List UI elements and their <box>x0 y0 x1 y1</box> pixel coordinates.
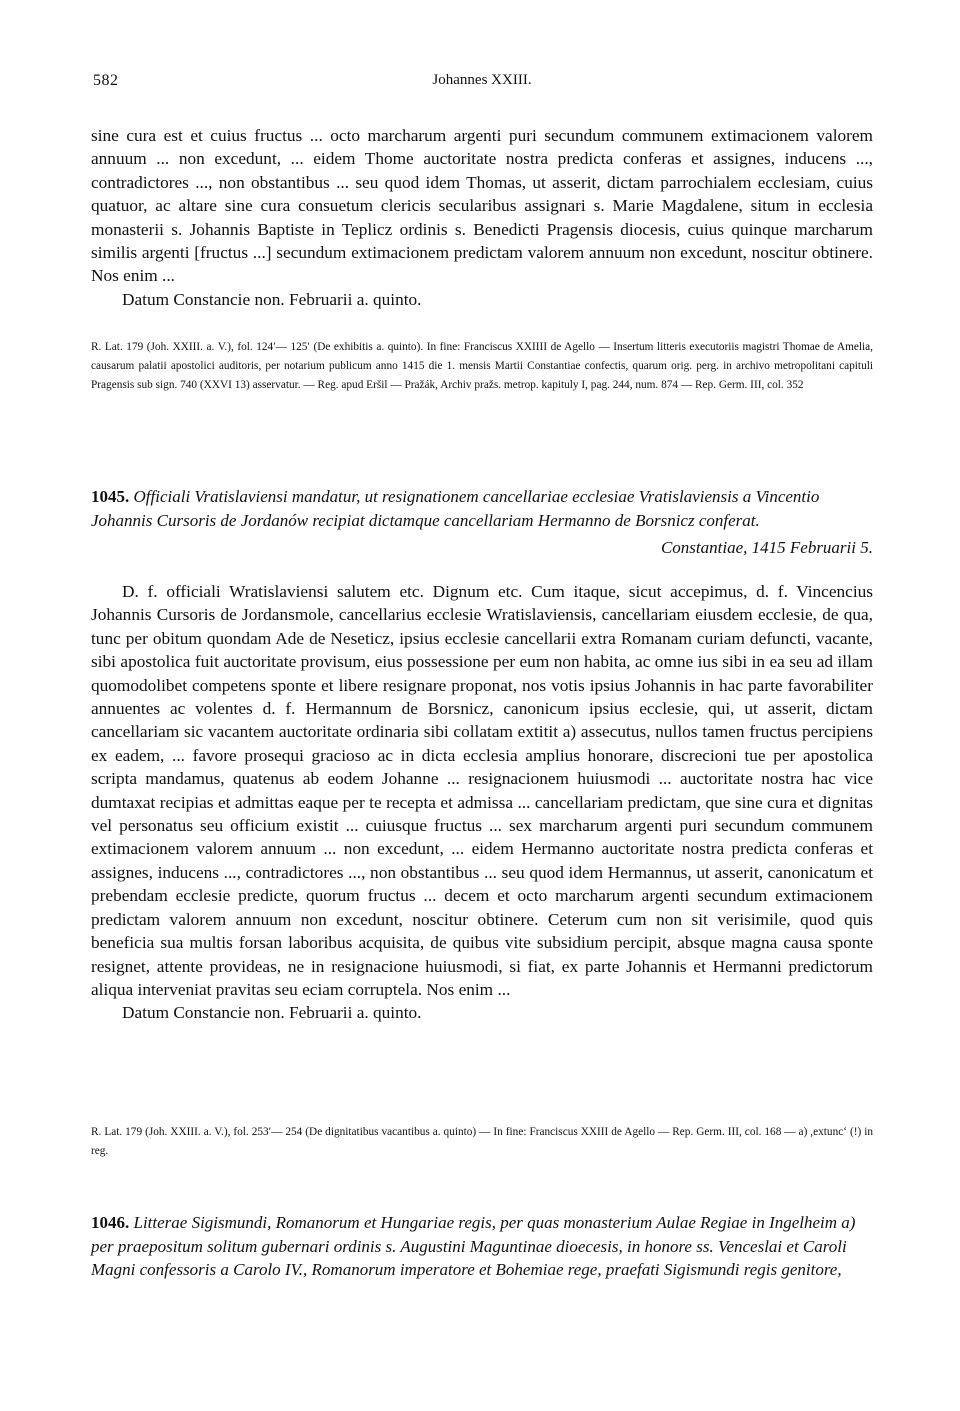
page-number: 582 <box>93 72 119 89</box>
entry-1045-text: D. f. officiali Wratislaviensi salutem etc. Dignum etc. Cum itaque, sicut accepimus, d. f. Vincencius Johannis Cursoris de Jordansmole, cancellarius ecclesie Wratislaviensis, cancellariam eiusdem ecclesie, de qua, tunc per obitum quondam Ade de Neseticz, ipsius ecclesie cancellarii extra Romanam curiam defuncti, vacante, sibi apostolica fuit auctoritate provisum, eius possessione per eum non habita, ac omne ius sibi in ea seu ad illam quomodolibet competens sponte et libere resignare proponat, nos votis ipsius Johannis in hac parte favorabiliter annuentes ac volentes d. f. Hermannum de Borsnicz, canonicum ipsius ecclesie, qui, ut asserit, dictam cancellariam sic vacantem auctoritate ordinaria sibi collatam extitit a) assecutus, nullos tamen fructus percipiens ex eadem, ... favore prosequi gracioso ac in dicta ecclesia amplius honorare, discrecioni tue per apostolica scripta mandamus, quatenus ab eodem Johanne ... resignacionem huiusmodi ... auctoritate nostra hac vice dumtaxat recipias et admittas eaque per te recepta et admissa ... cancellariam predictam, que sine cura et dignitas vel personatus seu officium existit ... cuiusque fructus ... sex marcharum argenti puri secundum communem extimacionem valorem annuum ... non excedunt, ... eidem Hermanno auctoritate nostra predicta conferas et assignes, inducens ..., contradictores ..., non obstantibus ... seu quod idem Hermannus, ut asserit, canonicatum et prebendam ecclesie predicte, quorum fructus ... decem et octo marcharum argenti secundum extimacionem predictam valorem annuum non excedunt, noscitur obtinere. Ceterum cum non sit verisimile, quod quis beneficia sua multis forsan laboribus acquisita, de quibus vite subsidium percipit, absque magna causa sponte resignet, attente provideas, ne in resignacione huiusmodi, si fiat, ex parte Johannis et Hermanni predictorum aliqua interveniat pravitas seu eciam corruptela. Nos enim ... <box>91 582 873 999</box>
entry-1045-dateline: Constantiae, 1415 Februarii 5. <box>660 538 873 557</box>
page-header <box>91 72 873 96</box>
entry-number: 1046. <box>91 1213 130 1232</box>
continuation-block <box>91 124 873 311</box>
entry-1045-heading <box>91 485 873 532</box>
entry-1045-datum: Datum Constancie non. Februarii a. quinto. <box>122 1003 422 1023</box>
continuation-datum: Datum Constancie non. Februarii a. quinto. <box>122 289 422 309</box>
entry-regest: Officiali Vratislaviensi mandatur, ut resignationem cancellariae ecclesiae Vratislaviensis a Vincentio Johannis Cursoris de Jordanów recipiat dictamque cancellariam Hermanno de Borsnicz conferat. <box>91 487 820 530</box>
source-note-1044: R. Lat. 179 (Joh. XXIII. a. V.), fol. 124′— 125′ (De exhibitis a. quinto). In fine: Franciscus XXIIII de Agello — Insertum litteris executoriis magistri Thomae de Amelia, causarum palatii apostolici auditoris, per notarium publicum anno 1415 die 1. mensis Martii Constantiae confectis, quarum orig. perg. in archivo metropolitani capituli Pragensis sub sign. 740 (XXVI 13) asservatur. — Reg. apud Eršil — Pražák, Archiv pražs. metrop. kapituly I, pag. 244, num. 874 — Rep. Germ. III, col. 352 <box>91 341 873 391</box>
entry-number: 1045. <box>91 487 130 506</box>
source-note-1045: R. Lat. 179 (Joh. XXIII. a. V.), fol. 253′— 254 (De dignitatibus vacantibus a. quinto) — In fine: Franciscus XXIII de Agello — Rep. Germ. III, col. 168 — a) ,extunc‘ (!) in reg. <box>91 1126 873 1157</box>
running-head: Johannes XXIII. <box>432 72 532 88</box>
entry-1045-body <box>91 580 873 1025</box>
continuation-text: sine cura est et cuius fructus ... octo marcharum argenti puri secundum communem extimacionem valorem annuum ... non excedunt, ... eidem Thome auctoritate nostra predicta conferas et assignes, inducens ..., contradictores ..., non obstantibus ... seu quod idem Thomas, ut asserit, dictam parrochialem ecclesiam, cuius quatuor, ac altare sine cura consuetum clericis secularibus assignari s. Marie Magdalene, situm in ecclesia monasterii s. Johannis Baptiste in Teplicz ordinis s. Benedicti Pragensis diocesis, cuius quinque marcharum similis argenti [fructus ...] secundum extimacionem predictam valorem annuum non excedunt, noscitur obtinere. Nos enim ... <box>91 126 873 286</box>
entry-regest: Litterae Sigismundi, Romanorum et Hungariae regis, per quas monasterium Aulae Regiae in Ingelheim a) per praepositum solitum gubernari ordinis s. Augustini Maguntinae dioecesis, in honore ss. Venceslai et Caroli Magni confessoris a Carolo IV., Romanorum imperatore et Bohemiae rege, praefati Sigismundi regis genitore, <box>91 1213 856 1279</box>
entry-1046-heading <box>91 1211 873 1282</box>
